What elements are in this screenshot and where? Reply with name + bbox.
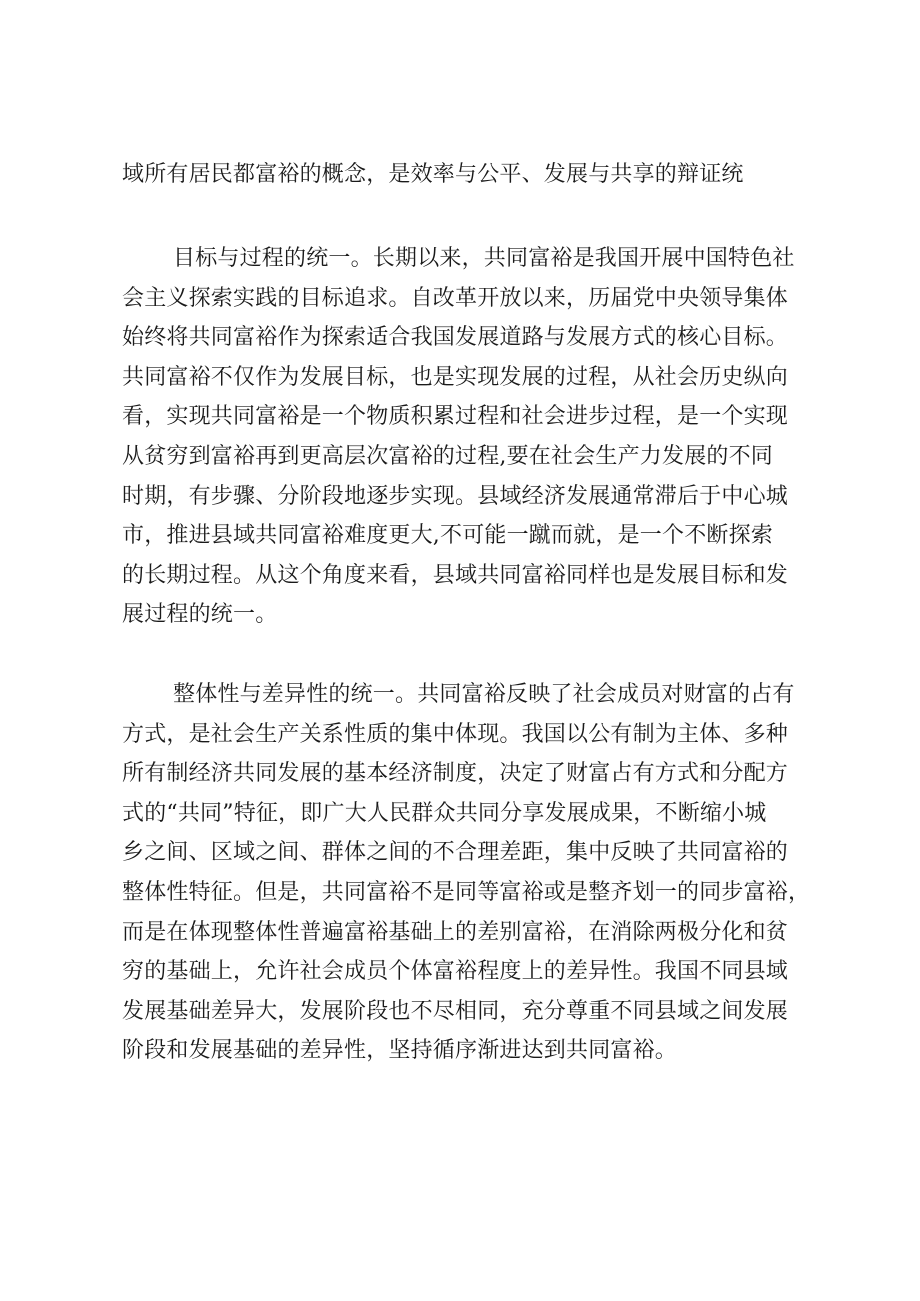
paragraph-line: 时期，有步骤、分阶段地逐步实现。县域经济发展通常滞后于中心城 (122, 483, 789, 509)
paragraph-line: 目标与过程的统一。长期以来，共同富裕是我国开展中国特色社 (173, 246, 795, 271)
paragraph-line: 整体性特征。但是，共同富裕不是同等富裕或是整齐划一的同步富裕， (122, 879, 811, 905)
paragraph-line: 所有制经济共同发展的基本经济制度，决定了财富占有方式和分配方 (122, 761, 789, 787)
paragraph-line: 而是在体现整体性普遍富裕基础上的差别富裕，在消除两极分化和贫 (122, 919, 789, 945)
paragraph-line: 式的“共同”特征，即广大人民群众共同分享发展成果，不断缩小城 (122, 800, 767, 826)
paragraph-line: 发展基础差异大，发展阶段也不尽相同，充分尊重不同县域之间发展 (122, 998, 789, 1024)
paragraph-line: 穷的基础上，允许社会成员个体富裕程度上的差异性。我国不同县域 (122, 959, 789, 985)
paragraph-line: 从贫穷到富裕再到更高层次富裕的过程,要在社会生产力发展的不同 (122, 443, 773, 469)
paragraph-line: 整体性与差异性的统一。共同富裕反映了社会成员对财富的占有 (173, 682, 795, 707)
paragraph-line: 乡之间、区域之间、群体之间的不合理差距，集中反映了共同富裕的 (122, 840, 789, 866)
paragraph-line: 会主义探索实践的目标追求。自改革开放以来，历届党中央领导集体 (122, 285, 789, 311)
intro-text-block (122, 155, 822, 195)
paragraph-unity-and-diversity (122, 675, 822, 1071)
paragraph-line: 方式，是社会生产关系性质的集中体现。我国以公有制为主体、多种 (122, 721, 789, 747)
paragraph-line: 阶段和发展基础的差异性，坚持循序渐进达到共同富裕。 (122, 1038, 678, 1064)
paragraph-line: 始终将共同富裕作为探索适合我国发展道路与发展方式的核心目标。 (122, 325, 789, 351)
paragraph-line: 展过程的统一。 (122, 602, 278, 628)
intro-line: 域所有居民都富裕的概念，是效率与公平、发展与共享的辩证统 (122, 162, 744, 187)
paragraph-line: 共同富裕不仅作为发展目标，也是实现发展的过程，从社会历史纵向 (122, 364, 789, 390)
paragraph-line: 看，实现共同富裕是一个物质积累过程和社会进步过程，是一个实现 (122, 404, 789, 430)
paragraph-line: 市，推进县域共同富裕难度更大,不可能一蹴而就，是一个不断探索 (122, 523, 773, 549)
paragraph-line: 的长期过程。从这个角度来看，县域共同富裕同样也是发展目标和发 (122, 562, 789, 588)
paragraph-goal-and-process (122, 239, 822, 635)
